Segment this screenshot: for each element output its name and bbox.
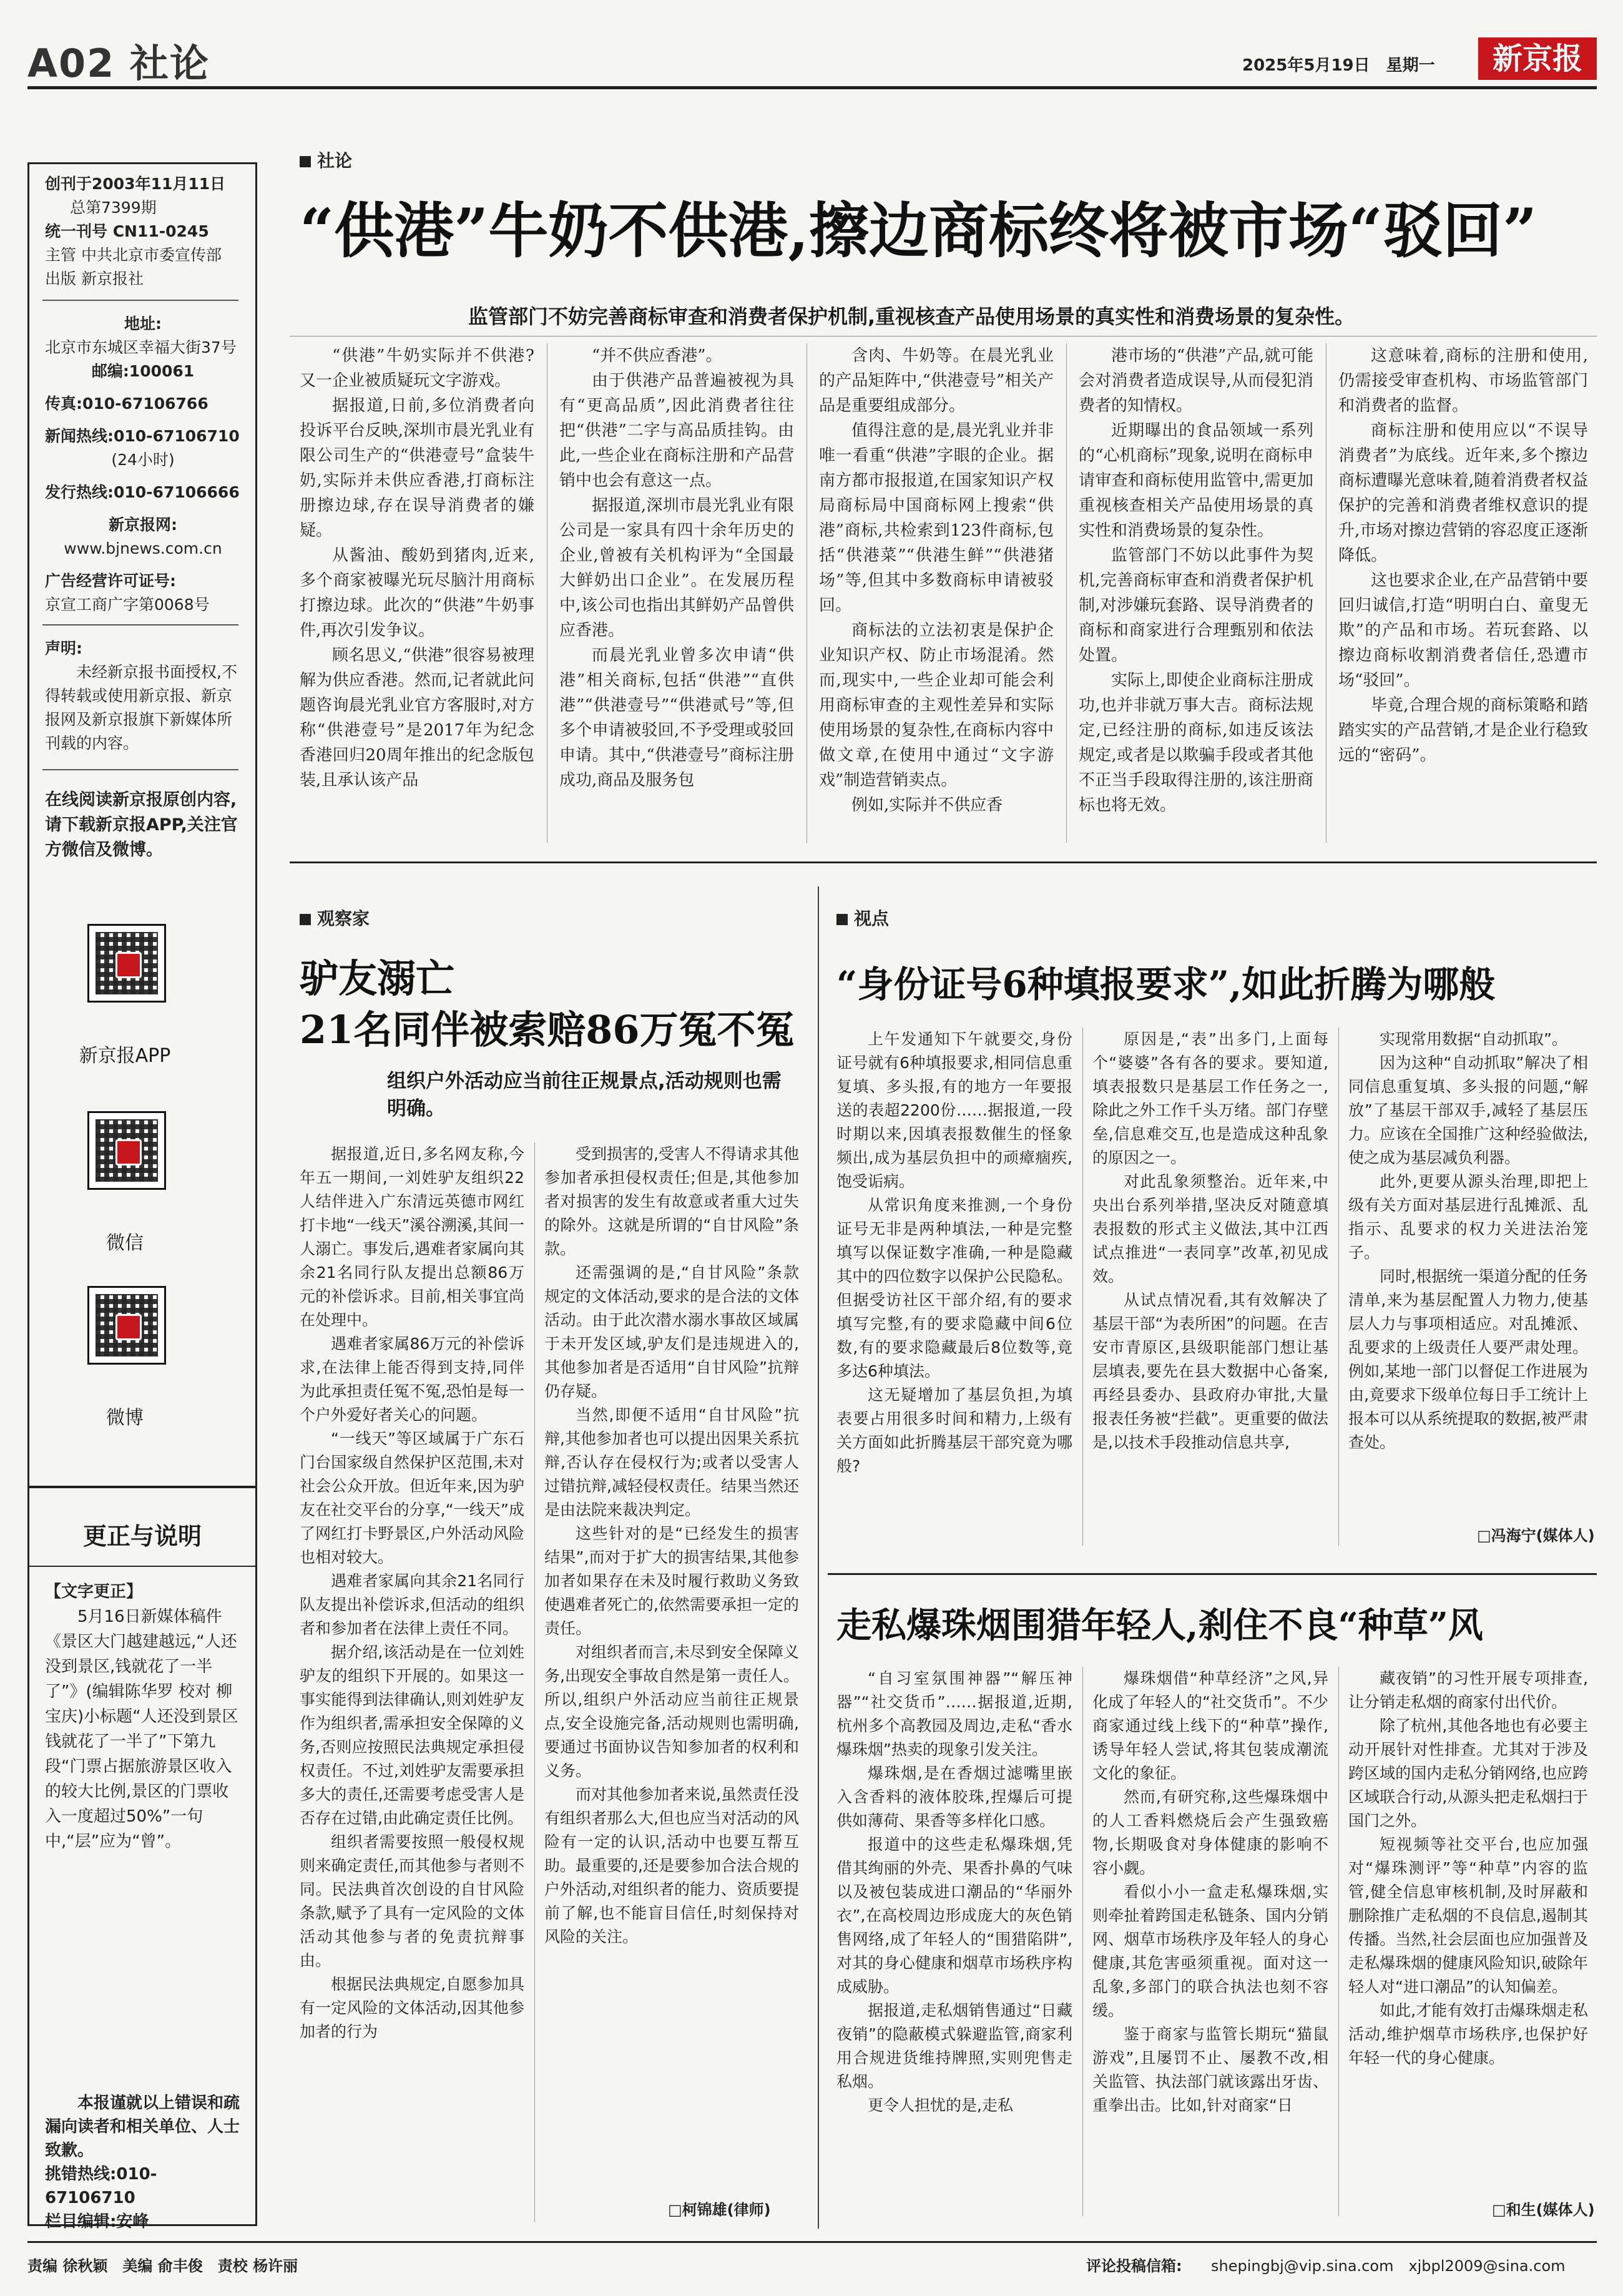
postcode-text: 邮编:100061 (91, 362, 195, 380)
paragraph: 短视频等社交平台,也应加强对“爆珠测评”等“种草”内容的监管,健全信息审核机制,及时屏蔽和删除推广走私烟的不良信息,遏制其传播。当然,社会层面也应加强普及走私爆珠烟的健康风险知识,破除年轻人对“进口潮品”的认知偏差。 (1348, 1835, 1588, 1996)
footer-rule (27, 2241, 1597, 2243)
viewpoint-tag: 视点 (836, 905, 889, 930)
paragraph: 这些针对的是“已经发生的损害结果”,而对于扩大的损害结果,其他参加者如果存在未及时履行救助义务致使遇难者死亡的,依然需要承担一定的责任。 (544, 1524, 799, 1637)
paragraph: 而对其他参加者来说,虽然责任没有组织者那么大,但也应当对活动的风险有一定的认识,活动中也要互帮互助。最重要的,还是要参加合法合规的户外活动,对组织者的能力、资质要提前了解,也不能盲目信任,时刻保持对风险的关注。 (544, 1785, 799, 1946)
paragraph: 从试点情况看,其有效解决了基层干部“为表所困”的问题。在吉安市青原区,县级职能部门想让基层填表,要先在县大数据中心备案,再经县委办、县政府办审批,大量报表任务被“拦截”。更重要的做法是,以技术手段推动信息共享, (1092, 1291, 1328, 1451)
sidebar-divider (42, 624, 238, 626)
smuggle-byline: □和生(媒体人) (1492, 2201, 1595, 2219)
smuggle-column (1348, 1667, 1588, 2191)
paragraph: 组织者需要按照一般侵权规则来确定责任,而其他参与者则不同。民法典首次创设的自甘风险条款,赋予了具有一定风险的文体活动其他参与者的免责抗辩事由。 (300, 1833, 524, 1970)
column-rule (1082, 1667, 1083, 2216)
qr-label-wechat: 微信 (106, 1232, 144, 1254)
paragraph: 这也要求企业,在产品营销中要回归诚信,打造“明明白白、童叟无欺”的产品和市场。若玩套路、以擦边商标收割消费者信任,恐遭市场“驳回”。 (1338, 571, 1588, 690)
paragraph: “自习室氛围神器”“解压神器”“社交货币”……据报道,近期,杭州多个高教园及周边,走私“香水爆珠烟”热卖的现象引发关注。 (836, 1669, 1072, 1759)
smuggle-column (836, 1667, 1072, 2216)
paragraph: 据报道,近日,多名网友称,今年五一期间,一刘姓驴友组织22人结伴进入广东清远英德市网红打卡地“一线天”溪谷溯溪,其间一人溺亡。事发后,遇难者家属向其余21名同行队友提出总额86万元的补偿诉求。目前,相关事宜尚在处理中。 (300, 1145, 524, 1329)
paragraph: 鉴于商家与监管长期玩“猫鼠游戏”,且屡罚不止、屡教不改,相关监管、执法部门就该露出牙齿、重拳出击。比如,针对商家“日 (1092, 2025, 1328, 2114)
observer-byline: □柯锦雄(律师) (668, 2201, 771, 2219)
paragraph: 当然,即便不适用“自甘风险”抗辩,其他参加者也可以提出因果关系抗辩,否认存在侵权行为;或者以受害人过错抗辩,减轻侵权责任。结果当然还是由法院来裁决判定。 (544, 1406, 799, 1519)
paragraph: 上午发通知下午就要交,身份证号就有6种填报要求,相同信息重复填、多头报,有的地方一年要报送的表超2200份……据报道,一段时期以来,因填表报数催生的怪象频出,成为基层负担中的顽瘴痼疾,饱受诟病。 (836, 1030, 1072, 1190)
website-label: 新京报网: (109, 516, 177, 534)
smuggle-title: 走私爆珠烟围猎年轻人,刹住不良“种草”风 (836, 1605, 1483, 1646)
masthead-info (45, 172, 225, 291)
distribution-hotline: 发行热线:010-67106666 (45, 483, 240, 501)
founded-text: 创刊于2003年11月11日 (45, 175, 226, 193)
paragraph: 商标法的立法初衷是保护企业知识产权、防止市场混淆。然而,现实中,一些企业却可能会利用商标审查的主观性差异和实际使用场景的复杂性,在商标内容中做文章,在使用中通过“文字游戏”制造营销卖点。 (819, 621, 1054, 790)
paragraph: 据报道,深圳市晨光乳业有限公司是一家具有四十余年历史的企业,曾被有关机构评为“全国最大鲜奶出口企业”。在发展历程中,该公司也指出其鲜奶产品曾供应香港。 (559, 496, 794, 640)
column-rule (1082, 1028, 1083, 1546)
paragraph: 从酱油、酸奶到猪肉,近来,多个商家被曝光玩尽脑汁用商标打擦边球。此次的“供港”牛奶事件,再次引发争议。 (300, 546, 534, 640)
sidebar-divider (42, 769, 238, 770)
observer-column (300, 1142, 524, 2210)
paragraph: 爆珠烟,是在香烟过滤嘴里嵌入含香料的液体胶珠,捏爆后可提供如薄荷、果香等多样化口感。 (836, 1764, 1072, 1830)
viewpoint-column (836, 1028, 1072, 1546)
paragraph: “一线天”等区域属于广东石门台国家级自然保护区范围,未对社会公众开放。但近年来,因为驴友在社交平台的分享,“一线天”成了网红打卡野景区,户外活动风险也相对较大。 (300, 1430, 524, 1566)
paragraph: 由于供港产品普遍被视为具有“更高品质”,因此消费者往往把“供港”二字与高品质挂钩。由此,一些企业在商标注册和产品营销中也会有意这一点。 (559, 371, 794, 490)
paragraph: 实际上,即使企业商标注册成功,也并非就万事大吉。商标法规定,已经注册的商标,如违反该法规定,或者是以欺骗手段或者其他不正当手段取得注册的,该注册商标也将无效。 (1079, 671, 1313, 815)
correction-hotline: 挑错热线:010-67106710 (45, 2165, 157, 2207)
editorial-column (1338, 343, 1588, 843)
address-text: 北京市东城区幸福大街37号 (45, 338, 237, 356)
paragraph: 据报道,走私烟销售通过“日藏夜销”的隐蔽模式躲避监管,商家利用合规进货维持牌照,实则兜售走私烟。 (836, 2001, 1072, 2091)
footer-email[interactable]: shepingbj@vip.sina.com xjbpl2009@sina.com (1211, 2257, 1566, 2275)
paragraph: 藏夜销”的习性开展专项排查,让分销走私烟的商家付出代价。 (1348, 1669, 1588, 1711)
paragraph: 爆珠烟借“种草经济”之风,异化成了年轻人的“社交货币”。不少商家通过线上线下的“种草”操作,诱导年轻人尝试,将其包装成潮流文化的象征。 (1092, 1669, 1328, 1782)
paragraph: “并不供应香港”。 (592, 346, 722, 365)
correction-block (45, 1579, 245, 1854)
address-label: 地址: (124, 315, 162, 333)
statement-block (45, 637, 241, 755)
section-square-icon (300, 156, 311, 167)
publisher: 出版 新京报社 (45, 270, 144, 288)
issue-number: 总第7399期 (70, 199, 157, 217)
paragraph: 受到损害的,受害人不得请求其他参加者承担侵权责任;但是,其他参加者对损害的发生有故意或者重大过失的除外。这就是所谓的“自甘风险”条款。 (544, 1145, 799, 1258)
paragraph: 毕竟,合理合规的商标策略和踏踏实实的产品营销,才是企业行稳致远的“密码”。 (1338, 696, 1588, 765)
cn-number: 统一刊号 CN11-0245 (45, 222, 209, 240)
footer-email-label: 评论投稿信箱: (1086, 2257, 1182, 2275)
ad-license: 京宣工商广字第0068号 (45, 596, 210, 614)
header-rule (27, 86, 1597, 89)
smuggle-column (1092, 1667, 1328, 2216)
paragraph: 更令人担忧的是,走私 (868, 2096, 1013, 2114)
apology-note (45, 2091, 245, 2234)
section-rule (290, 861, 1597, 863)
paragraph: 对此乱象须整治。近年来,中央出台系列举措,坚决反对随意填表报数的形式主义做法,其中江西试点推进“一表同享”改革,初见成效。 (1092, 1172, 1328, 1285)
hotline-note: (24小时) (111, 451, 175, 469)
app-qr-code[interactable] (87, 924, 166, 1003)
viewpoint-column (1348, 1028, 1588, 1521)
paragraph: 还需强调的是,“自甘风险”条款规定的文体活动,要求的是合法的文体活动。由于此次潜水溺水事故区域属于未开发区域,驴友们是违规进入的,其他参加者是否适用“自甘风险”抗辩仍存疑。 (544, 1263, 799, 1400)
editorial-subtitle: 监管部门不妨完善商标审查和消费者保护机制,重视核查产品使用场景的真实性和消费场景的复杂性。 (468, 305, 1355, 328)
hotline-text: 新闻热线:010-67106710 (45, 427, 240, 445)
paragraph: 例如,实际并不供应香 (851, 796, 1003, 815)
statement-label: 声明: (45, 639, 82, 657)
section-vertical-rule (818, 886, 819, 2229)
paragraph: 因为这种“自动抓取”解决了相同信息重复填、多头报的问题,“解放”了基层干部双手,减轻了基层压力。应该在全国推广这种经验做法,使之成为基层减负利器。 (1348, 1054, 1588, 1167)
paragraph: 顾名思义,“供港”很容易被理解为供应香港。然而,记者就此问题咨询晨光乳业官方客服时,对方称“供港壹号”是2017年为纪念香港回归20周年推出的纪念版包装,且承认该产品 (300, 646, 534, 790)
paragraph: 遇难者家属86万元的补偿诉求,在法律上能否得到支持,同伴为此承担责任冤不冤,恐怕是每一个户外爱好者关心的问题。 (300, 1335, 524, 1424)
page-label: A02 社论 (27, 41, 210, 86)
wechat-qr-code[interactable] (87, 1111, 166, 1190)
weibo-qr-code[interactable] (87, 1286, 166, 1365)
viewpoint-column (1092, 1028, 1328, 1546)
paragraph: 此外,更要从源头治理,即把上级有关方面对基层进行乱摊派、乱指示、乱要求的权力关进法治笼子。 (1348, 1172, 1588, 1262)
paragraph: 监管部门不妨以此事件为契机,完善商标审查和消费者保护机制,对涉嫌玩套路、误导消费者的商标和商家进行合理甄别和依法处置。 (1079, 546, 1313, 665)
column-rule (1338, 1667, 1339, 2216)
paragraph: 实现常用数据“自动抓取”。 (1380, 1030, 1567, 1048)
apology-text: 本报谨就以上错误和疏漏向读者和相关单位、人士致歉。 (45, 2094, 240, 2160)
paragraph: 报道中的这些走私爆珠烟,凭借其绚丽的外壳、果香扑鼻的气味以及被包装成进口潮品的“华丽外衣”,在高校周边形成庞大的灰色销售网络,成了年轻人的“围猎陷阱”,对其的身心健康和烟草市场秩序构成威胁。 (836, 1835, 1072, 1996)
fax-text: 传真:010-67106766 (45, 395, 208, 413)
column-rule (534, 1142, 535, 2222)
paragraph: 同时,根据统一渠道分配的任务清单,来为基层配置人力物力,使基层人力与事项相适应。对乱摊派、乱要求的上级责任人要严肃处理。例如,某地一部门以督促工作进展为由,竟要求下级单位每日手工统计上报本可以从系统提取的数据,被严肃查处。 (1348, 1267, 1588, 1451)
observer-tag: 观察家 (300, 905, 370, 930)
paragraph: 原因是,“表”出多门,上面每个“婆婆”各有各的要求。要知道,填表报数只是基层工作任务之一,除此之外工作千头万绪。部门存壁垒,信息难交互,也是造成这种乱象的原因之一。 (1092, 1030, 1328, 1167)
paragraph: 这无疑增加了基层负担,为填表要占用很多时间和精力,上级有关方面如此折腾基层干部究竟为哪般? (836, 1386, 1072, 1475)
newspaper-logo: 新京报 (1478, 37, 1597, 80)
column-rule (1338, 1028, 1339, 1546)
paragraph: 除了杭州,其他各地也有必要主动开展针对性排查。尤其对于涉及跨区域的国内走私分销网络,也应跨区域联合行动,从源头把走私烟扫于国门之外。 (1348, 1717, 1588, 1830)
contact-info (45, 312, 241, 617)
sidebar-divider (42, 300, 238, 301)
paragraph: 港市场的“供港”产品,就可能会对消费者造成误导,从而侵犯消费者的知情权。 (1079, 346, 1313, 415)
ad-license-label: 广告经营许可证号: (45, 572, 176, 590)
paragraph: 据介绍,该活动是在一位刘姓驴友的组织下开展的。如果这一事实能得到法律确认,则刘姓驴友作为组织者,需承担安全保障的义务,否则应按照民法典规定承担侵权责任。不过,刘姓驴友需要承担多大的责任,还需要考虑受害人是否存在过错,由此确定责任比例。 (300, 1643, 524, 1827)
sidebar-divider (27, 1486, 257, 1488)
paragraph: 值得注意的是,晨光乳业并非唯一看重“供港”字眼的企业。据南方都市报报道,在国家知识产权局商标局中国商标网上搜索“供港”商标,共检索到123件商标,包括“供港菜”“供港生鲜”“供港猪场”等,但其中多数商标申请被驳回。 (819, 421, 1054, 615)
editorial-column (559, 343, 794, 843)
paragraph: 近期曝出的食品领域一系列的“心机商标”现象,说明在商标申请审查和商标使用监管中,需更加重视核查相关产品使用场景的真实性和消费场景的复杂性。 (1079, 421, 1313, 540)
paragraph: 商标注册和使用应以“不误导消费者”为底线。近年来,多个擦边商标遭曝光意味着,随着消费者权益保护的完善和消费者维权意识的提升,市场对擦边营销的容忍度正逐渐降低。 (1338, 421, 1588, 565)
editorial-column (1079, 343, 1313, 843)
editorial-column (819, 343, 1054, 843)
paragraph: 这意味着,商标的注册和使用,仍需接受审查机构、市场监管部门和消费者的监督。 (1338, 346, 1588, 415)
paragraph: 据报道,日前,多位消费者向投诉平台反映,深圳市晨光乳业有限公司生产的“供港壹号”盒装牛奶,实际并未供应香港,打商标注册擦边球,存在误导消费者的嫌疑。 (300, 396, 534, 540)
viewpoint-title: “身份证号6种填报要求”,如此折腾为哪般 (836, 963, 1496, 1006)
column-editor: 栏目编辑:安峰 (45, 2212, 149, 2231)
editorial-column (300, 343, 534, 843)
paragraph: 根据民法典规定,自愿参加具有一定风险的文体活动,因其他参加者的行为 (300, 1975, 524, 2041)
footer-editors: 责编 徐秋颖 美编 俞丰俊 责校 杨许丽 (27, 2257, 298, 2275)
sidebar-divider (27, 1566, 257, 1567)
paragraph: 而晨光乳业曾多次申请“供港”相关商标,包括“供港”“直供港”“供港壹号”“供港贰号”等,但多个申请被驳回,不予受理或驳回申请。其中,“供港壹号”商标注册成功,商品及服务包 (559, 646, 794, 790)
paragraph: 看似小小一盒走私爆珠烟,实则牵扯着跨国走私链条、国内分销网、烟草市场秩序及年轻人的身心健康,其危害亟须重视。面对这一乱象,多部门的联合执法也刻不容缓。 (1092, 1883, 1328, 2019)
paragraph: “供港”牛奶实际并不供港?又一企业被质疑玩文字游戏。 (300, 346, 534, 390)
statement-text: 未经新京报书面授权,不得转载或使用新京报、新京报网及新京报旗下新媒体所刊载的内容。 (45, 663, 237, 752)
observer-subtitle: 组织户外活动应当前往正规景点,活动规则也需明确。 (387, 1070, 782, 1120)
observer-title-line2: 21名同伴被索赔86万冤不冤 (300, 1007, 795, 1052)
correction-body: 5月16日新媒体稿件《景区大门越建越远,“人还没到景区,钱就花了一半了”》(编辑陈华罗 校对 柳宝庆)小标题“人还没到景区钱就花了一半了”下第九段“门票占据旅游景区收入的较大比例,景区的门票收入一度超过50%”一句中,“层”应为“曾”。 (45, 1607, 238, 1851)
paragraph: 然而,有研究称,这些爆珠烟中的人工香料燃烧后会产生强致癌物,长期吸食对身体健康的影响不容小觑。 (1092, 1788, 1328, 1877)
section-square-icon (836, 914, 848, 925)
correction-tag: 【文字更正】 (45, 1582, 143, 1601)
paragraph: 含肉、牛奶等。在晨光乳业的产品矩阵中,“供港壹号”相关产品是重要组成部分。 (819, 346, 1054, 415)
qr-label-weibo: 微博 (106, 1407, 144, 1429)
observer-title-line1: 驴友溺亡 (300, 956, 455, 1001)
paragraph: 从常识角度来推测,一个身份证号无非是两种填法,一种是完整填写以保证数字准确,一种是隐藏其中的四位数字以保护公民隐私。但据受访社区干部介绍,有的要求填写完整,有的要求隐藏中间6位数,有的要求隐藏最后8位数等,竟多达6种填法。 (836, 1196, 1072, 1380)
section-square-icon (300, 914, 311, 925)
supervisor: 主管 中共北京市委宣传部 (45, 246, 222, 264)
paragraph: 遇难者家属向其余21名同行队友提出补偿诉求,但活动的组织者和参加者在法律上责任不同。 (300, 1572, 524, 1637)
observer-column (544, 1142, 799, 2191)
correction-title: 更正与说明 (82, 1523, 202, 1550)
online-note: 在线阅读新京报原创内容,请下载新京报APP,关注官方微信及微博。 (45, 790, 238, 860)
qr-label-app: 新京报APP (79, 1045, 171, 1067)
issue-date: 2025年5月19日 星期一 (1242, 56, 1435, 75)
paragraph: 如此,才能有效打击爆珠烟走私活动,维护烟草市场秩序,也保护好年轻一代的身心健康。 (1348, 2001, 1588, 2067)
editorial-title: “供港”牛奶不供港,擦边商标终将被市场“驳回” (300, 195, 1537, 266)
editorial-tag: 社论 (300, 147, 352, 172)
column-rule (1066, 343, 1067, 843)
paragraph: 对组织者而言,未尽到安全保障义务,出现安全事故自然是第一责任人。所以,组织户外活动应当前往正规景点,安全设施完备,活动规则也需明确,要通过书面协议告知参加者的权利和义务。 (544, 1643, 799, 1780)
website-link[interactable]: www.bjnews.com.cn (64, 539, 222, 557)
section-rule (828, 1573, 1597, 1575)
viewpoint-byline: □冯海宁(媒体人) (1477, 1527, 1595, 1544)
